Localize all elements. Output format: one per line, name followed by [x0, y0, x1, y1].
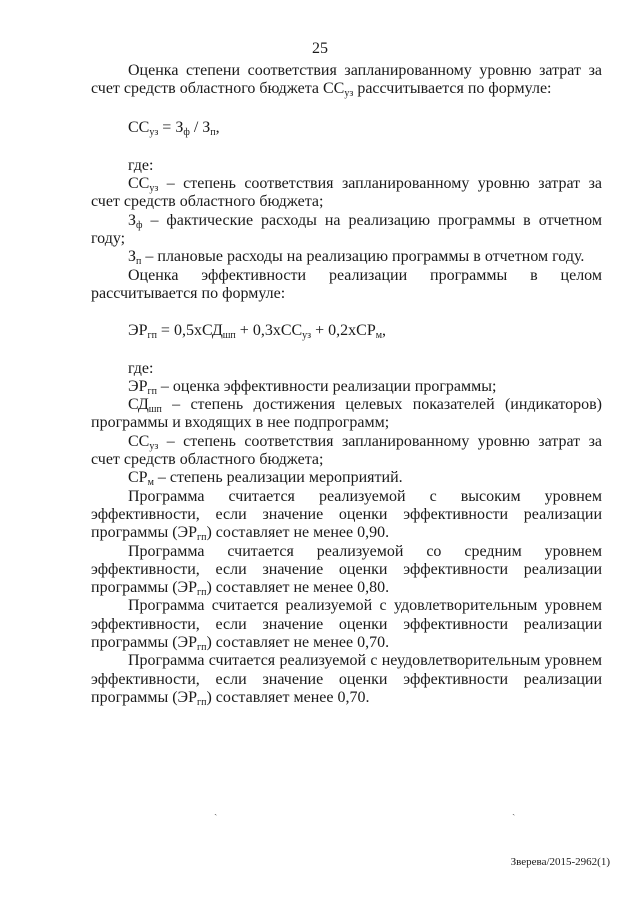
text: ,: [215, 118, 220, 136]
text: Оценка степени соответствия запланированному уровню затрат за счет средств областного бюджета СС: [91, 62, 602, 98]
formula-cc: [91, 119, 602, 137]
subscript: гп: [197, 696, 207, 708]
document-body: [91, 62, 602, 707]
text: ,: [382, 322, 387, 340]
document-footer-code: Зверева/2015-2962(1): [510, 856, 610, 868]
text: Программа считается реализуемой с неудовлетворительным уровнем эффективности, если значение оценки эффективности реализации программы (ЭР: [91, 652, 602, 706]
text: СС: [128, 118, 150, 136]
definition-sd: [91, 396, 602, 433]
text: / З: [189, 118, 211, 136]
scan-mark: ˏ: [214, 805, 218, 816]
text: ЭР: [128, 322, 148, 340]
where-label: где:: [128, 359, 154, 377]
text: = 0,5хСД: [156, 322, 223, 340]
subscript: уз: [149, 183, 159, 195]
subscript: п: [136, 256, 142, 268]
text: = З: [158, 118, 184, 136]
paragraph-unsatisfactory-efficiency: [91, 652, 602, 707]
text: – степень соответствия запланированному уровню затрат за счет средств областного бюджета;: [91, 175, 602, 211]
symbol: ЭР: [128, 377, 148, 395]
definition-zf: [91, 212, 602, 249]
symbol: З: [128, 211, 137, 229]
subscript: уз: [302, 330, 312, 342]
paragraph-medium-efficiency: [91, 543, 602, 598]
symbol: СР: [128, 469, 148, 487]
text: – фактические расходы на реализацию программы в отчетном году;: [91, 211, 602, 248]
paragraph-intro: [91, 62, 602, 99]
symbol: З: [128, 248, 137, 266]
subscript: уз: [149, 440, 159, 452]
subscript: гп: [197, 587, 207, 599]
text: ) составляет не менее 0,90.: [206, 524, 390, 542]
symbol: СС: [128, 432, 150, 450]
definition-sr: [91, 469, 602, 487]
text: Программа считается реализуемой со средним уровнем эффективности, если значение оценки эффективности реализации программы (ЭР: [91, 542, 602, 597]
text: Программа считается реализуемой с высоким уровнем эффективности, если значение оценки эффективности реализации программы (ЭР: [91, 487, 602, 542]
subscript: шп: [148, 404, 162, 416]
symbol: СС: [128, 175, 150, 193]
subscript: м: [375, 330, 383, 342]
subscript: ф: [136, 219, 143, 231]
subscript: гп: [197, 642, 207, 654]
paragraph-satisfactory-efficiency: [91, 597, 602, 652]
definition-cc-2: [91, 433, 602, 470]
text: Программа считается реализуемой с удовлетворительным уровнем эффективности, если значение оценки эффективности реализации программы (ЭР: [91, 597, 602, 652]
scan-mark: ˏ: [512, 805, 516, 816]
subscript: п: [210, 126, 216, 138]
subscript: уз: [149, 126, 159, 138]
text: – степень реализации мероприятий.: [153, 469, 403, 487]
definition-zp: [91, 248, 602, 266]
subscript: гп: [147, 330, 157, 342]
page-number: 25: [312, 40, 328, 57]
text: – степень достижения целевых показателей (индикаторов) программы и входящих в нее подпрограмм;: [91, 396, 602, 432]
subscript: уз: [344, 88, 354, 100]
text: – оценка эффективности реализации программы;: [156, 377, 497, 395]
text: ) составляет не менее 0,80.: [206, 579, 390, 597]
text: ) составляет не менее 0,70.: [206, 634, 390, 652]
subscript: ф: [183, 126, 190, 138]
subscript: шп: [222, 330, 236, 342]
formula-er: [91, 322, 602, 340]
subscript: гп: [147, 385, 157, 397]
text: ) составляет менее 0,70.: [206, 688, 370, 706]
text: – степень соответствия запланированному уровню затрат за счет средств областного бюджета;: [91, 432, 602, 469]
paragraph-efficiency: Оценка эффективности реализации программы в целом рассчитывается по формуле:: [91, 266, 602, 302]
where-label: где:: [128, 156, 154, 174]
subscript: гп: [197, 532, 207, 544]
text: + 0,3хСС: [235, 322, 303, 340]
paragraph-high-efficiency: [91, 488, 602, 543]
text: рассчитывается по формуле:: [353, 80, 552, 98]
definition-er: [91, 378, 602, 396]
symbol: СД: [128, 396, 149, 414]
text: + 0,2хСР: [311, 322, 376, 340]
definition-cc: [91, 175, 602, 212]
text: – плановые расходы на реализацию программы в отчетном году.: [141, 248, 585, 266]
subscript: м: [147, 477, 154, 489]
